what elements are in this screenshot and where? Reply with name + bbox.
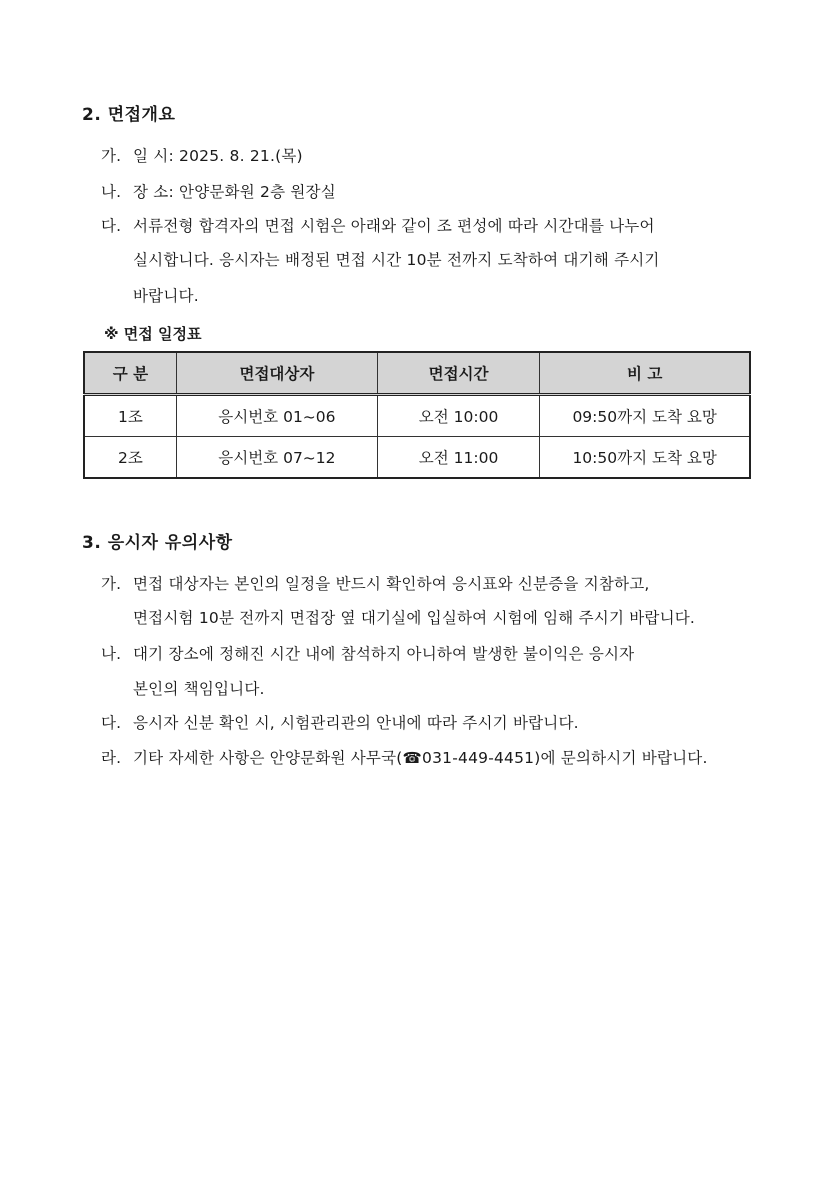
section3-item-na-line1 [101,642,634,664]
section3-item-ga-line1 [101,572,650,594]
section2-item-date [101,144,303,166]
item-text: 대기 장소에 정해진 시간 내에 참석하지 아니하여 발생한 불이익은 응시자 [133,645,635,663]
item-text: 서류전형 합격자의 면접 시험은 아래와 같이 조 편성에 따라 시간대를 나누어 [133,217,655,235]
schedule-table [83,351,751,479]
section2-item-notice-line2: 실시합니다. 응시자는 배정된 면접 시간 10분 전까지 도착하여 대기해 주시기 [133,251,660,269]
item-text: 기타 자세한 사항은 안양문화원 사무국(☎031-449-4451)에 문의하시기 바랍니다. [133,749,708,767]
item-marker: 다. [101,714,122,732]
item-marker: 다. [101,217,122,235]
section3-item-ra [101,746,708,768]
table-row [84,395,750,437]
section3-item-da [101,711,579,733]
item-text: 일 시: 2025. 8. 21.(목) [133,147,303,165]
table-header-row [84,352,750,395]
section2-item-notice-line3: 바랍니다. [133,287,199,305]
cell-time: 오전 11:00 [377,437,539,479]
item-marker: 나. [101,645,122,663]
cell-group: 1조 [84,395,176,437]
header-candidates: 면접대상자 [176,352,377,395]
item-marker: 가. [101,147,122,165]
item-text: 장 소: 안양문화원 2층 원장실 [133,183,336,201]
item-marker: 라. [101,749,122,767]
cell-remarks: 10:50까지 도착 요망 [540,437,750,479]
item-text: 응시자 신분 확인 시, 시험관리관의 안내에 따라 주시기 바랍니다. [133,714,579,732]
section3-item-ga-line2: 면접시험 10분 전까지 면접장 옆 대기실에 입실하여 시험에 임해 주시기 바랍니다. [133,609,696,627]
section2-item-place [101,180,336,202]
section3-item-na-line2: 본인의 책임입니다. [133,680,265,698]
cell-remarks: 09:50까지 도착 요망 [540,395,750,437]
schedule-title: ※ 면접 일정표 [104,325,202,343]
section2-heading: 2. 면접개요 [82,105,176,125]
header-remarks: 비 고 [540,352,750,395]
header-time: 면접시간 [377,352,539,395]
cell-group: 2조 [84,437,176,479]
table-row [84,437,750,479]
cell-candidates: 응시번호 07~12 [176,437,377,479]
header-group: 구 분 [84,352,176,395]
item-marker: 나. [101,183,122,201]
cell-candidates: 응시번호 01~06 [176,395,377,437]
item-text: 면접 대상자는 본인의 일정을 반드시 확인하여 응시표와 신분증을 지참하고, [133,575,650,593]
section2-item-notice-line1 [101,214,655,236]
section3-heading: 3. 응시자 유의사항 [82,533,233,553]
item-marker: 가. [101,575,122,593]
cell-time: 오전 10:00 [377,395,539,437]
